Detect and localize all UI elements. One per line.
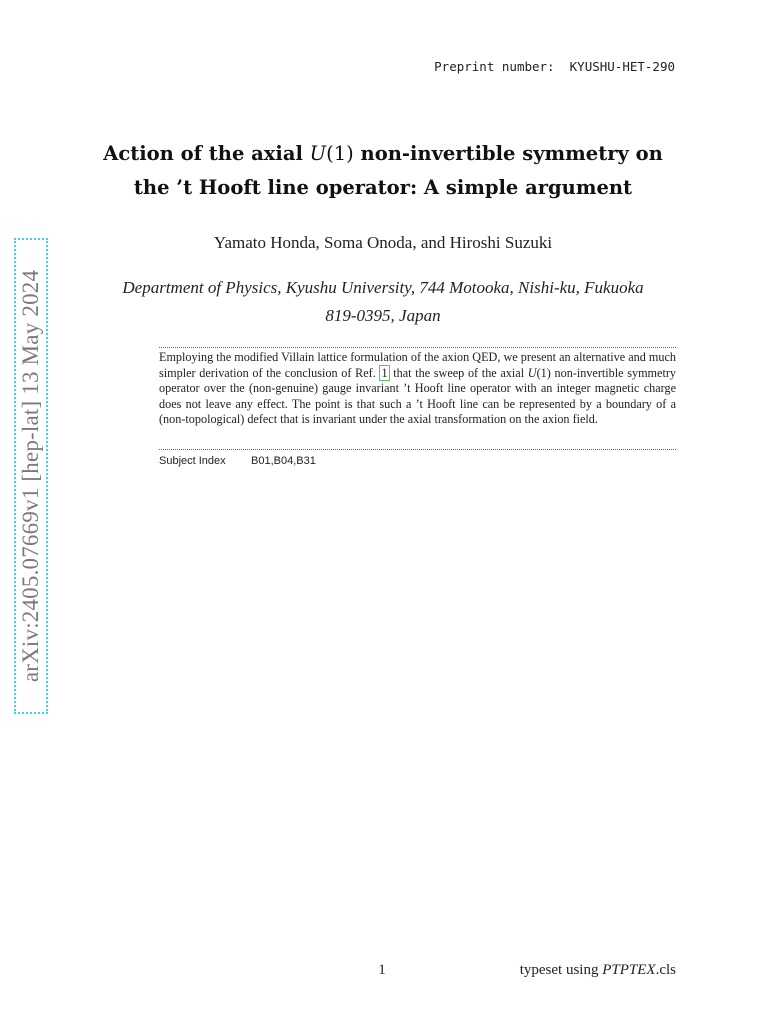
affiliation-line2: 819-0395, Japan — [325, 306, 441, 325]
authors: Yamato Honda, Soma Onoda, and Hiroshi Suzuki — [213, 233, 553, 252]
abstract-text-end: non-invertible symmetry operator over the (non-genuine) gauge invariant ’t Hooft line operator with an integer magnetic charge does not leave any effect. The point is that such a ’t Hooft line can be represented by a boundary of a (non-topological) defect that is invariant under the axial transformation on the axion field. — [159, 365, 676, 427]
ptptex-logo: PTPTEX — [602, 962, 656, 978]
preprint-value: KYUSHU-HET-290 — [569, 59, 675, 74]
affiliation-line1: Department of Physics, Kyushu University, 744 Motooka, Nishi-ku, Fukuoka — [122, 278, 644, 297]
abstract-top-rule — [159, 347, 676, 348]
arxiv-identifier[interactable]: arXiv:2405.07669v1 [hep-lat] 13 May 2024 — [18, 269, 43, 683]
reference-link[interactable]: 1 — [381, 365, 388, 380]
title-math-u: U — [309, 142, 327, 165]
subject-index-label: Subject Index — [159, 455, 226, 467]
abstract-text-before-ref: Employing the modified Villain lattice formulation of the axion QED, we present an alternative and much simpler derivation of the conclusion of Ref. — [159, 350, 676, 380]
title-part2: non-invertible symmetry on — [353, 142, 663, 165]
title-line2: the ’t Hooft line operator: A simple argument — [133, 176, 633, 199]
abstract-text-after-ref: that the sweep of the axial — [389, 365, 528, 380]
subject-index-value: B01,B04,B31 — [251, 455, 316, 467]
title-part1: Action of the axial — [103, 142, 310, 165]
title-math-arg: (1) — [326, 142, 354, 165]
preprint-number — [434, 59, 675, 74]
abstract-math-arg: (1) — [536, 365, 551, 380]
paper-title — [90, 137, 676, 205]
preprint-label: Preprint number: — [434, 59, 555, 74]
page-number: 1 — [378, 962, 386, 978]
subject-index — [159, 455, 316, 467]
abstract-math-u: U — [527, 365, 537, 380]
typeset-suffix: .cls — [655, 962, 676, 978]
typeset-note — [520, 962, 676, 979]
affiliation — [86, 274, 680, 330]
abstract — [159, 350, 676, 428]
abstract-bottom-rule — [159, 449, 676, 450]
typeset-prefix: typeset using — [519, 962, 603, 978]
